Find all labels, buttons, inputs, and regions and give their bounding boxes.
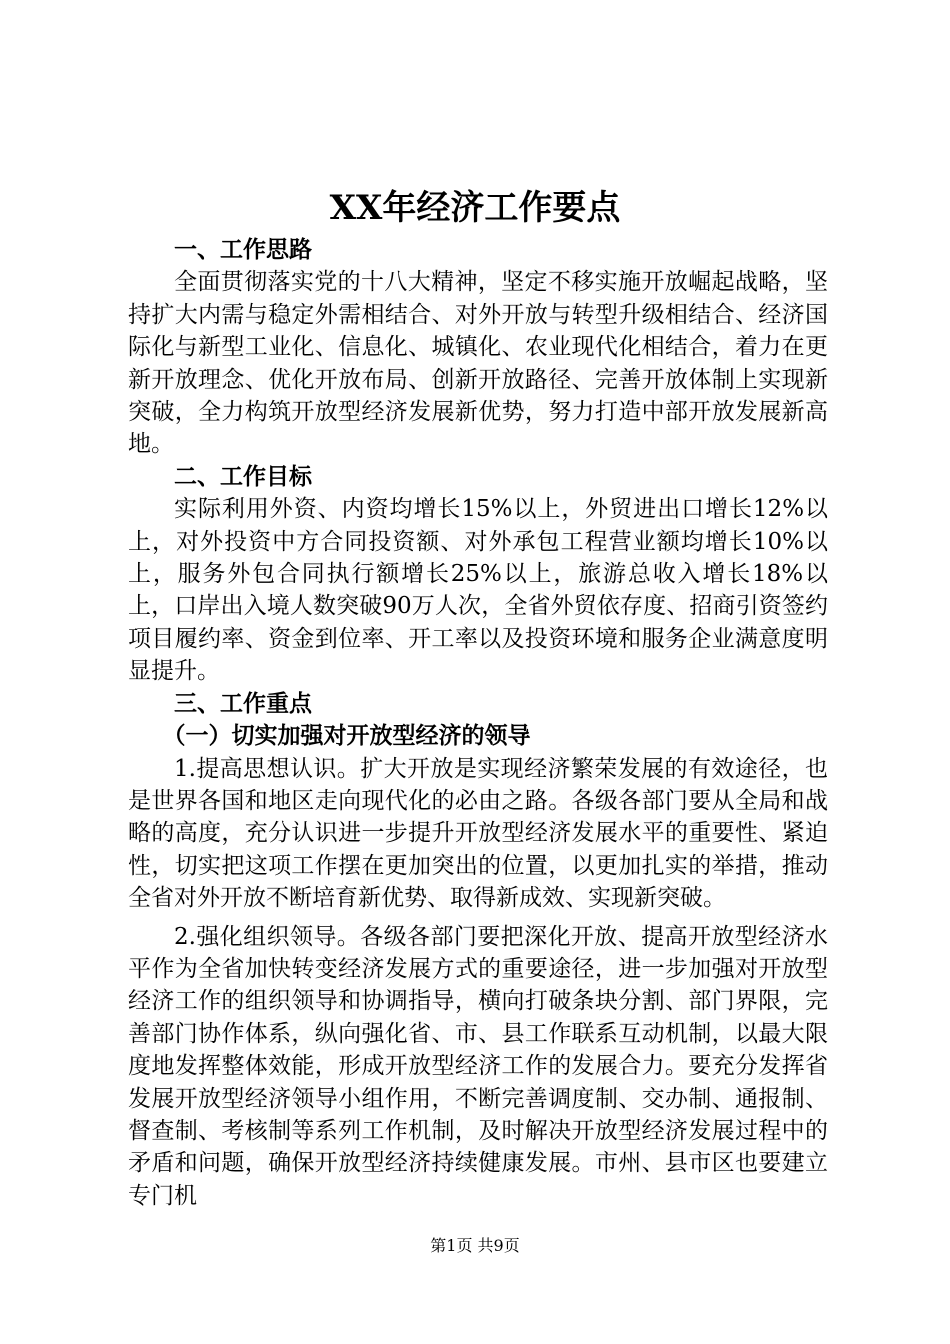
page-number-footer: 第1页 共9页 [430, 1236, 520, 1255]
paragraph-strengthen-leadership: 2.强化组织领导。各级各部门要把深化开放、提高开放型经济水平作为全省加快转变经济发展方式的重要途径，进一步加强对开放型经济工作的组织领导和协调指导，横向打破条块分割、部门界限，完善部门协作体系，纵向强化省、市、县工作联系互动机制，以最大限度地发挥整体效能，形成开放型经济工作的发展合力。要充分发挥省发展开放型经济领导小组作用，不断完善调度制、交办制、通报制、督查制、考核制等系列工作机制，及时解决开放型经济发展过程中的矛盾和问题，确保开放型经济持续健康发展。市州、县市区也要建立专门机 [128, 923, 828, 1209]
section-heading-1: 一、工作思路 [174, 237, 312, 263]
paragraph-work-targets: 实际利用外资、内资均增长15%以上，外贸进出口增长12%以上，对外投资中方合同投资额、对外承包工程营业额均增长10%以上，服务外包合同执行额增长25%以上，旅游总收入增长18%以上，口岸出入境人数突破90万人次，全省外贸依存度、招商引资签约项目履约率、资金到位率、开工率以及投资环境和服务企业满意度明显提升。 [128, 496, 828, 685]
section-heading-2: 二、工作目标 [174, 463, 312, 490]
document-body [128, 234, 828, 1212]
subsection-heading-1: （一）切实加强对开放型经济的领导 [162, 723, 531, 750]
section-heading-3: 三、工作重点 [174, 690, 312, 717]
paragraph-work-approach: 全面贯彻落实党的十八大精神，坚定不移实施开放崛起战略，坚持扩大内需与稳定外需相结合、对外开放与转型升级相结合、经济国际化与新型工业化、信息化、城镇化、农业现代化相结合，着力在更新开放理念、优化开放布局、创新开放路径、完善开放体制上实现新突破，全力构筑开放型经济发展新优势，努力打造中部开放发展新高地。 [128, 269, 828, 458]
paragraph-raise-awareness: 1.提高思想认识。扩大开放是实现经济繁荣发展的有效途径，也是世界各国和地区走向现代化的必由之路。各级各部门要从全局和战略的高度，充分认识进一步提升开放型经济发展水平的重要性、紧迫性，切实把这项工作摆在更加突出的位置，以更加扎实的举措，推动全省对外开放不断培育新优势、取得新成效、实现新突破。 [128, 755, 828, 912]
document-title: XX年经济工作要点 [329, 188, 621, 228]
